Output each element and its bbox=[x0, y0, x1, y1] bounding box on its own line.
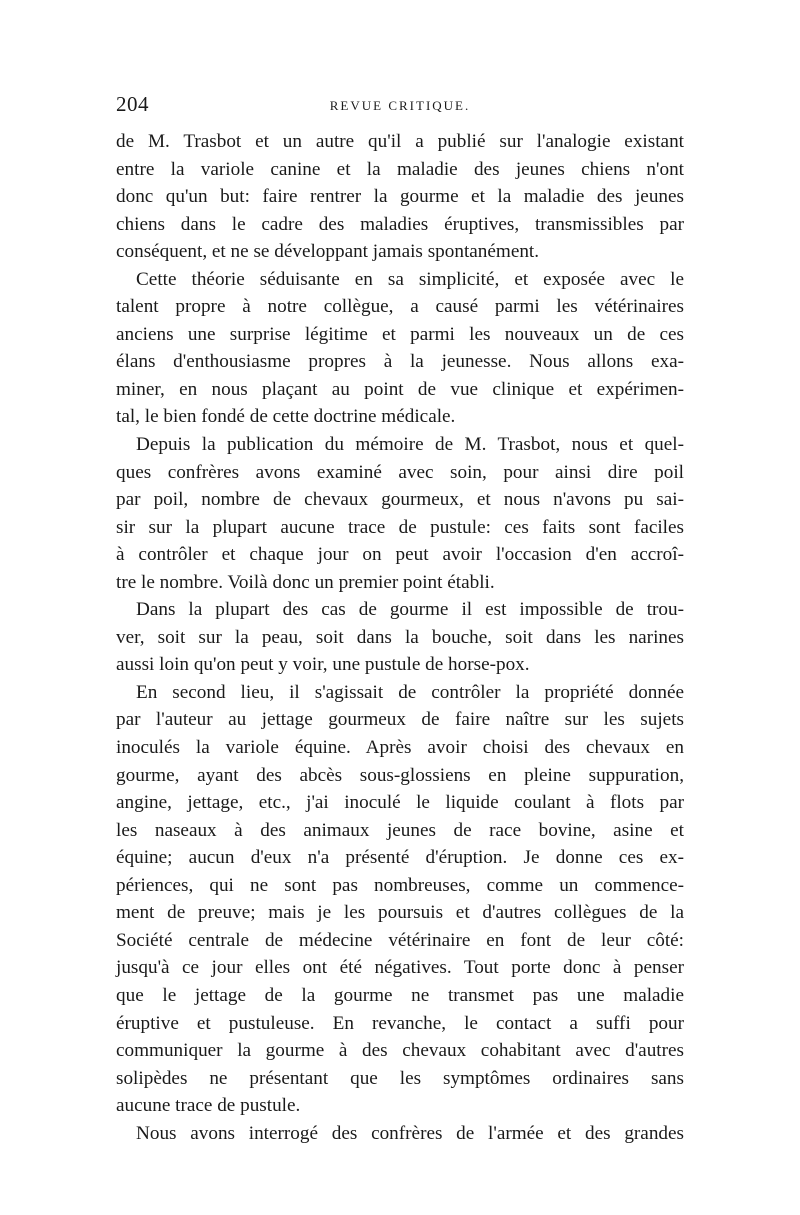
text-line: conséquent, et ne se développant jamais spontanément. bbox=[116, 241, 540, 263]
text-line: angine, jettage, etc., j'ai inoculé le liquide coulant à flots par bbox=[116, 792, 684, 814]
text-line: communiquer la gourme à des chevaux cohabitant avec d'autres bbox=[116, 1040, 684, 1062]
text-line: tal, le bien fondé de cette doctrine médicale. bbox=[116, 406, 456, 428]
text-line: donc qu'un but: faire rentrer la gourme et la maladie des jeunes bbox=[116, 186, 684, 208]
text-line: aussi loin qu'on peut y voir, une pustule de horse-pox. bbox=[116, 654, 530, 676]
text-line: de M. Trasbot et un autre qu'il a publié sur l'analogie existant bbox=[116, 131, 684, 152]
text-line: ver, soit sur la peau, soit dans la bouche, soit dans les narines bbox=[116, 626, 684, 648]
text-line: miner, en nous plaçant au point de vue clinique et expérimen- bbox=[116, 378, 684, 400]
text-line: inoculés la variole équine. Après avoir choisi des chevaux en bbox=[116, 737, 684, 759]
text-line: anciens une surprise légitime et parmi les nouveaux un de ces bbox=[116, 323, 684, 345]
text-line: que le jettage de la gourme ne transmet pas une maladie bbox=[116, 984, 684, 1006]
text-line: tre le nombre. Voilà donc un premier point établi. bbox=[116, 571, 495, 593]
text-line: gourme, ayant des abcès sous-glossiens en pleine suppuration, bbox=[116, 764, 684, 786]
text-line: par l'auteur au jettage gourmeux de faire naître sur les sujets bbox=[116, 709, 684, 731]
text-line: talent propre à notre collègue, a causé parmi les vétérinaires bbox=[116, 296, 684, 318]
text-line: ques confrères avons examiné avec soin, pour ainsi dire poil bbox=[116, 461, 684, 483]
page-number: 204 bbox=[116, 92, 149, 116]
text-line: à contrôler et chaque jour on peut avoir l'occasion d'en accroî- bbox=[116, 544, 684, 566]
text-line: solipèdes ne présentant que les symptômes ordinaires sans bbox=[116, 1067, 684, 1089]
page-header bbox=[116, 92, 684, 128]
text-line: aucune trace de pustule. bbox=[116, 1095, 301, 1117]
text-line: les naseaux à des animaux jeunes de race bovine, asine et bbox=[116, 819, 684, 841]
text-line: Dans la plupart des cas de gourme il est impossible de trou- bbox=[136, 599, 684, 621]
text-line: ment de preuve; mais je les poursuis et d'autres collègues de la bbox=[116, 902, 684, 924]
text-line: élans d'enthousiasme propres à la jeunesse. Nous allons exa- bbox=[116, 351, 684, 373]
text-line: Nous avons interrogé des confrères de l'armée et des grandes bbox=[136, 1122, 684, 1144]
text-line: entre la variole canine et la maladie des jeunes chiens n'ont bbox=[116, 158, 684, 180]
text-line: périences, qui ne sont pas nombreuses, comme un commence- bbox=[116, 874, 684, 896]
text-line: équine; aucun d'eux n'a présenté d'éruption. Je donne ces ex- bbox=[116, 847, 684, 869]
text-line: Depuis la publication du mémoire de M. Trasbot, nous et quel- bbox=[136, 434, 684, 456]
text-line: sir sur la plupart aucune trace de pustule: ces faits sont faciles bbox=[116, 516, 684, 538]
text-line: chiens dans le cadre des maladies éruptives, transmissibles par bbox=[116, 213, 684, 235]
running-title: REVUE CRITIQUE. bbox=[329, 98, 471, 113]
text-line: éruptive et pustuleuse. En revanche, le contact a suffi pour bbox=[116, 1012, 684, 1034]
body-text bbox=[116, 128, 684, 1147]
text-line: Société centrale de médecine vétérinaire en font de leur côté: bbox=[116, 929, 684, 951]
book-page bbox=[116, 92, 684, 1147]
text-line: Cette théorie séduisante en sa simplicité, et exposée avec le bbox=[136, 268, 684, 290]
text-line: jusqu'à ce jour elles ont été négatives. Tout porte donc à penser bbox=[116, 957, 684, 979]
text-line: par poil, nombre de chevaux gourmeux, et nous n'avons pu sai- bbox=[116, 489, 684, 511]
text-line: En second lieu, il s'agissait de contrôler la propriété donnée bbox=[136, 681, 684, 703]
